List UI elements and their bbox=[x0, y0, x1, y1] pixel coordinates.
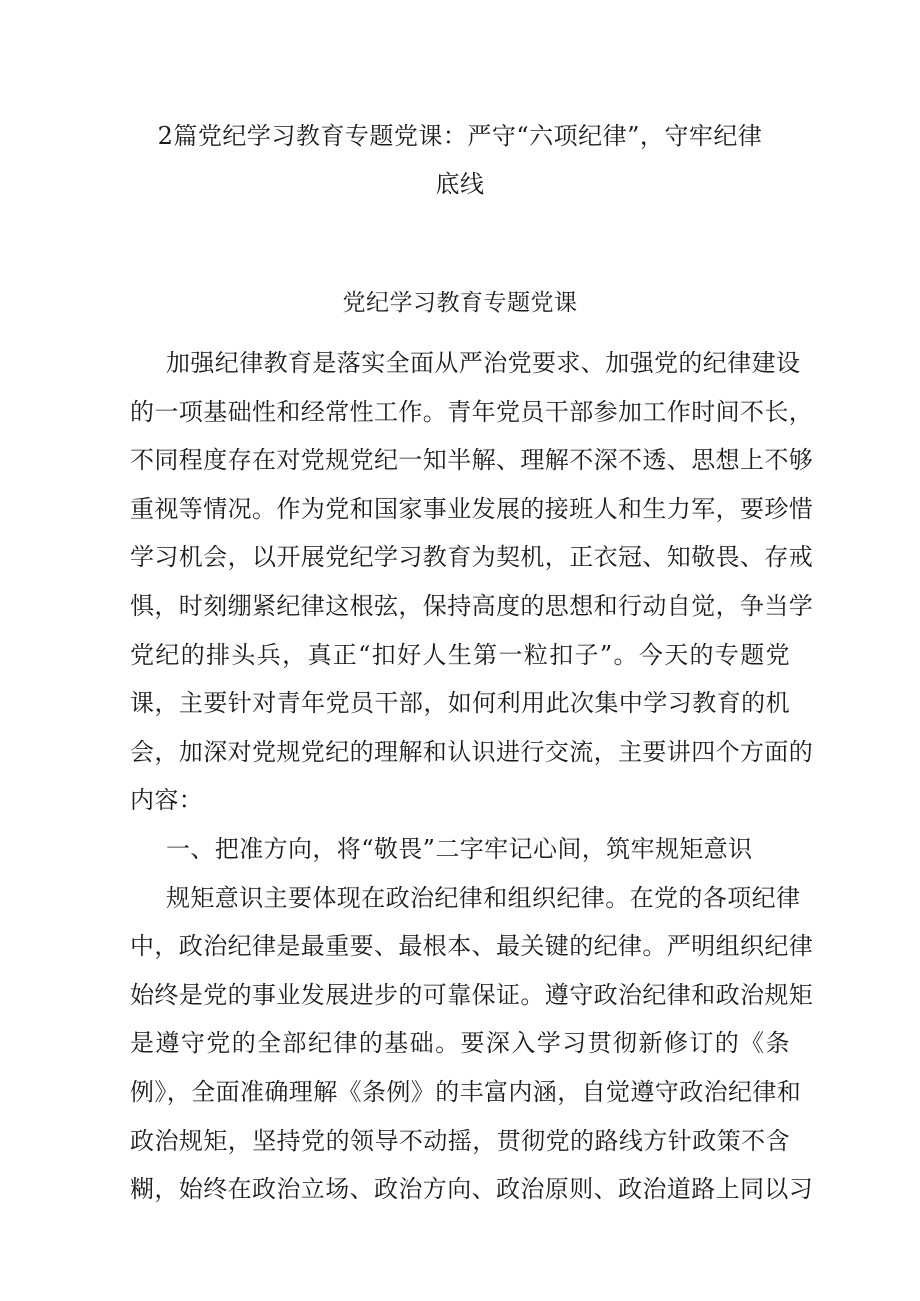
paragraph-line: 糊，始终在政治立场、政治方向、政治原则、政治道路上同以习 bbox=[130, 1175, 814, 1204]
paragraph-line: 规矩意识主要体现在政治纪律和组织纪律。在党的各项纪律 bbox=[166, 883, 801, 912]
paragraph bbox=[130, 339, 814, 825]
paragraph-line: 是遵守党的全部纪律的基础。要深入学习贯彻新修订的《条 bbox=[130, 1029, 790, 1058]
paragraph-line: 党纪的排头兵，真正“扣好人生第一粒扣子”。今天的专题党 bbox=[130, 640, 790, 669]
paragraph-line: 学习机会，以开展党纪学习教育为契机，正衣冠、知敬畏、存戒 bbox=[130, 543, 814, 572]
paragraph-line: 一、把准方向，将“敬畏”二字牢记心间，筑牢规矩意识 bbox=[166, 834, 753, 863]
paragraph-line: 惧，时刻绷紧纪律这根弦，保持高度的思想和行动自觉，争当学 bbox=[130, 591, 814, 620]
paragraph-line: 始终是党的事业发展进步的可靠保证。遵守政治纪律和政治规矩 bbox=[130, 980, 814, 1009]
paragraph-line: 重视等情况。作为党和国家事业发展的接班人和生力军，要珍惜 bbox=[130, 494, 814, 523]
document-title-line-2: 底线 bbox=[435, 170, 485, 198]
paragraph-line: 内容： bbox=[130, 786, 204, 815]
body-text bbox=[130, 339, 814, 1214]
paragraph-line: 加强纪律教育是落实全面从严治党要求、加强党的纪律建设 bbox=[166, 349, 801, 377]
paragraph-line: 不同程度存在对党规党纪一知半解、理解不深不透、思想上不够 bbox=[130, 446, 814, 475]
paragraph-line: 课，主要针对青年党员干部，如何利用此次集中学习教育的机 bbox=[130, 689, 790, 718]
paragraph-line: 例》，全面准确理解《条例》的丰富内涵，自觉遵守政治纪律和 bbox=[130, 1077, 802, 1106]
document-title-line-1: 2篇党纪学习教育专题党课：严守“六项纪律”，守牢纪律 bbox=[157, 122, 763, 150]
section-title: 党纪学习教育专题党课 bbox=[342, 290, 578, 316]
paragraph-line: 会，加深对党规党纪的理解和认识进行交流，主要讲四个方面的 bbox=[130, 737, 814, 766]
paragraph-line: 中，政治纪律是最重要、最根本、最关键的纪律。严明组织纪律 bbox=[130, 932, 814, 961]
paragraph bbox=[130, 825, 790, 874]
paragraph bbox=[130, 874, 814, 1214]
paragraph-line: 政治规矩，坚持党的领导不动摇，贯彻党的路线方针政策不含 bbox=[130, 1126, 790, 1155]
document-title bbox=[110, 112, 810, 208]
paragraph-line: 的一项基础性和经常性工作。青年党员干部参加工作时间不长， bbox=[130, 397, 814, 426]
